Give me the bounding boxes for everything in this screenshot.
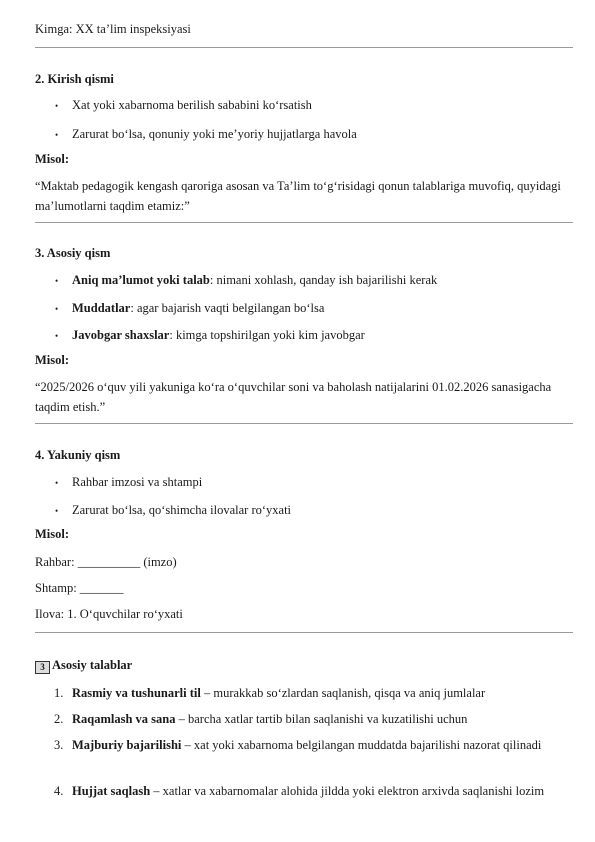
recipient-line: Kimga: XX ta’lim inspeksiyasi <box>35 22 191 36</box>
list-item: Xat yoki xabarnoma berilish sababini ko‘rsatish <box>72 98 312 112</box>
list-item: Zarurat bo‘lsa, qonuniy yoki me’yoriy hujjatlarga havola <box>72 127 357 141</box>
stamp-line: Shtamp: _______ <box>35 581 124 595</box>
divider <box>35 423 573 424</box>
keycap-3-icon: 3 <box>35 661 50 674</box>
list-item <box>72 301 324 316</box>
divider <box>35 632 573 633</box>
attachment-line: Ilova: 1. O‘quvchilar ro‘yxati <box>35 607 183 621</box>
list-number: 2. <box>54 712 64 726</box>
section-5-title: Asosiy talablar <box>52 658 133 672</box>
item-term: Aniq ma’lumot yoki talab <box>72 273 210 287</box>
bullet-icon: • <box>55 130 59 140</box>
bullet-icon: • <box>55 506 59 516</box>
item-term: Hujjat saqlash <box>72 784 151 798</box>
bullet-icon: • <box>55 101 59 111</box>
item-desc: – xatlar va xabarnomalar alohida jildda yoki elektron arxivda saqlanishi lozim <box>150 784 545 798</box>
list-number: 3. <box>54 738 64 752</box>
bullet-icon: • <box>55 276 59 286</box>
item-term: Rasmiy va tushunarli til <box>72 686 201 700</box>
example-label: Misol: <box>35 152 70 166</box>
list-item: Rahbar imzosi va shtampi <box>72 475 203 489</box>
divider <box>35 47 573 48</box>
bullet-icon: • <box>55 331 59 341</box>
item-term: Javobgar shaxslar <box>72 328 170 342</box>
example-text: “2025/2026 o‘quv yili yakuniga ko‘ra o‘quvchilar soni va baholash natijalarini 01.02.2026 sanasigacha taqdim etish.” <box>35 380 552 414</box>
item-desc: : agar bajarish vaqti belgilangan bo‘lsa <box>130 301 325 315</box>
item-term: Muddatlar <box>72 301 131 315</box>
section-5-heading <box>35 658 132 674</box>
section-2-heading: 2. Kirish qismi <box>35 72 114 86</box>
signature-line: Rahbar: __________ (imzo) <box>35 555 177 569</box>
section-3-heading: 3. Asosiy qism <box>35 246 111 260</box>
item-term: Raqamlash va sana <box>72 712 176 726</box>
list-number: 4. <box>54 784 64 798</box>
example-label: Misol: <box>35 527 70 541</box>
bullet-icon: • <box>55 304 59 314</box>
item-desc: – barcha xatlar tartib bilan saqlanishi va kuzatilishi uchun <box>175 712 468 726</box>
example-label: Misol: <box>35 353 70 367</box>
section-4-heading: 4. Yakuniy qism <box>35 448 121 462</box>
list-number: 1. <box>54 686 64 700</box>
example-text: “Maktab pedagogik kengash qaroriga asosan va Ta’lim to‘g‘risidagi qonun talablariga muvofiq, quyidagi ma’lumotlarni taqdim etamiz:” <box>35 179 561 213</box>
list-item <box>72 328 365 343</box>
item-desc: – murakkab so‘zlardan saqlanish, qisqa va aniq jumlalar <box>200 686 486 700</box>
divider <box>35 222 573 223</box>
list-item <box>72 686 485 701</box>
bullet-icon: • <box>55 478 59 488</box>
item-term: Majburiy bajarilishi <box>72 738 182 752</box>
item-desc: : kimga topshirilgan yoki kim javobgar <box>169 328 365 342</box>
list-item <box>72 712 467 727</box>
item-desc: – xat yoki xabarnoma belgilangan muddatda bajarilishi nazorat qilinadi <box>181 738 542 752</box>
list-item: Zarurat bo‘lsa, qo‘shimcha ilovalar ro‘yxati <box>72 503 292 517</box>
list-item <box>72 273 437 288</box>
list-item <box>72 735 572 755</box>
item-desc: : nimani xohlash, qanday ish bajarilishi kerak <box>209 273 438 287</box>
list-item <box>72 781 572 801</box>
